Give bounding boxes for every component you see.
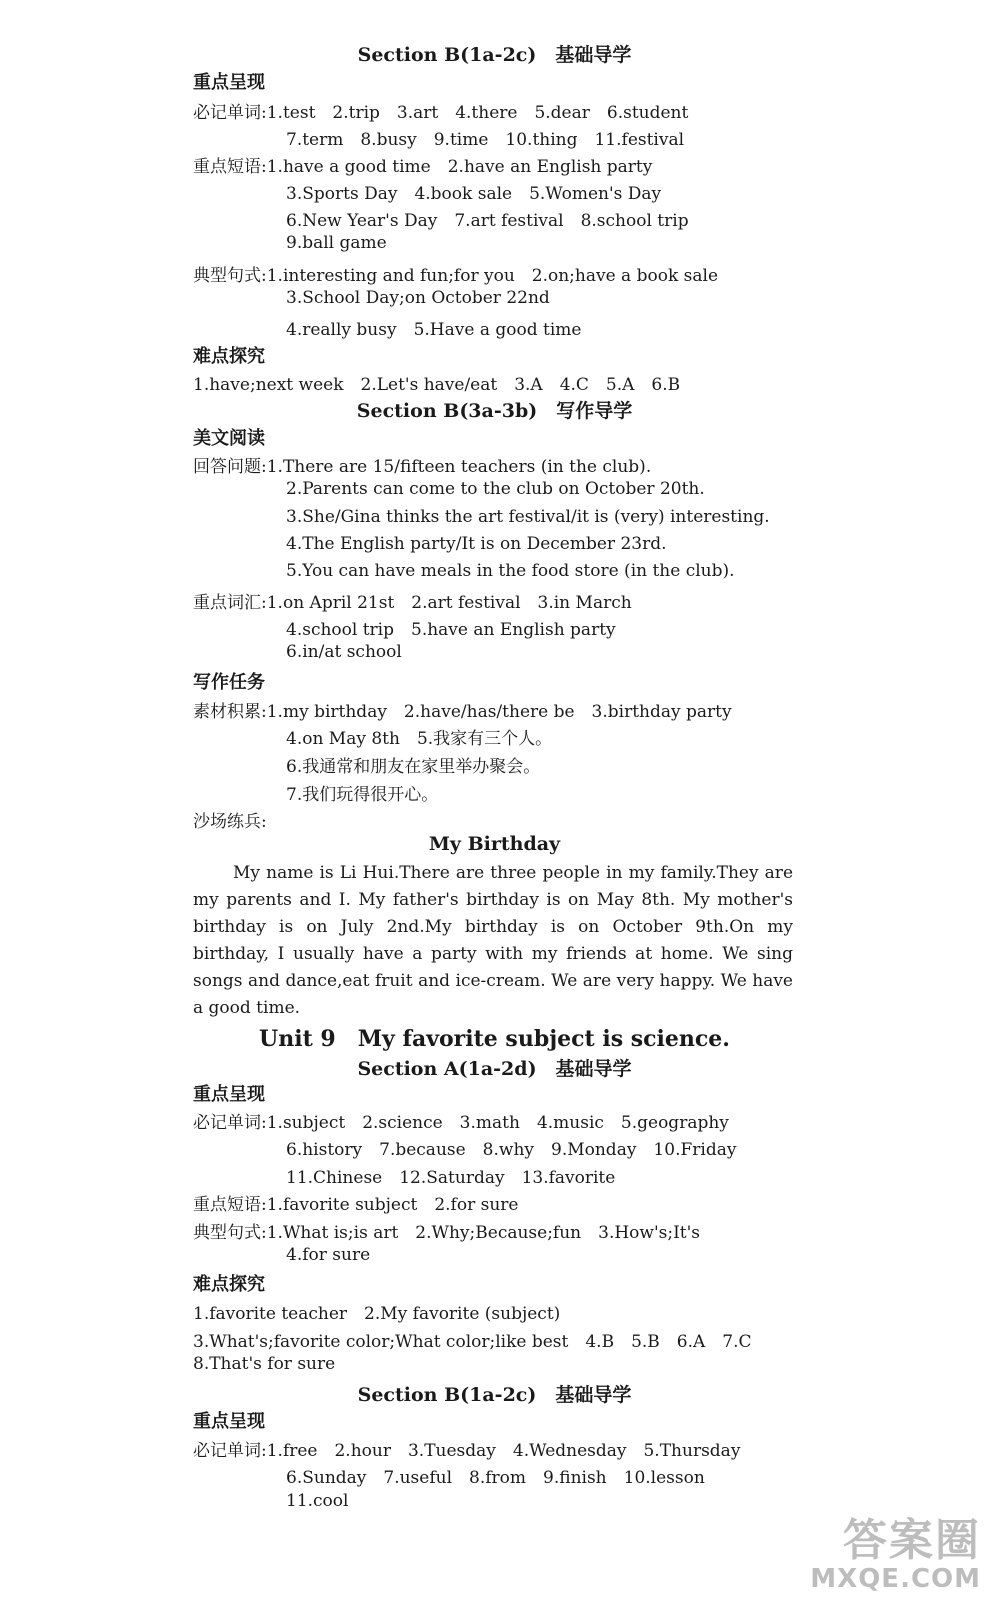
watermark-url: MXQE.COM xyxy=(810,1564,981,1594)
answer-line: 8.That's for sure xyxy=(193,1354,336,1374)
answer-line: 6.New Year's Day 7.art festival 8.school trip xyxy=(286,211,689,231)
subsection-heading: 重点呈现 xyxy=(193,72,265,93)
answer-line: 5.You can have meals in the food store (in the club). xyxy=(286,561,735,581)
essay-title: My Birthday xyxy=(428,833,561,855)
subsection-heading: 难点探究 xyxy=(193,1274,265,1295)
essay-paragraph: My name is Li Hui.There are three people in my family.They are my parents and I. My father's birthday is on May 8th. My mother's birthday is on July 2nd.My birthday is on October 9th.On my birthday, I usually have a party with my friends at home. We sing songs and dance,eat fruit and ice-cream. We are very happy. We have a good time. xyxy=(193,863,793,1018)
answer-text: 1.my birthday 2.have/has/there be 3.birthday party xyxy=(266,702,732,722)
line-label: 重点短语: xyxy=(193,1195,267,1215)
answer-line: 4.really busy 5.Have a good time xyxy=(286,320,582,340)
answer-text: 1.subject 2.science 3.math 4.music 5.geography xyxy=(266,1113,729,1133)
line-label: 重点词汇: xyxy=(193,593,267,613)
answer-line: 4.for sure xyxy=(286,1245,371,1265)
line-label: 典型句式: xyxy=(193,266,267,286)
answer-line: 6.in/at school xyxy=(286,642,402,662)
section-heading: Section B(1a-2c) 基础导学 xyxy=(357,1384,632,1406)
answer-line: 6.我通常和朋友在家里举办聚会。 xyxy=(286,757,541,777)
answer-line: 7.term 8.busy 9.time 10.thing 11.festival xyxy=(286,130,685,150)
answer-text: 1.have a good time 2.have an English party xyxy=(266,157,653,177)
line-label: 素材积累: xyxy=(193,702,267,722)
line-label: 必记单词: xyxy=(193,1441,267,1461)
answer-line xyxy=(193,261,718,286)
answer-line xyxy=(193,452,651,477)
answer-line: 2.Parents can come to the club on October 20th. xyxy=(286,479,705,499)
answer-line xyxy=(193,1218,700,1243)
answer-line: 3.School Day;on October 22nd xyxy=(286,288,550,308)
answer-line: 7.我们玩得很开心。 xyxy=(286,785,439,805)
answer-line: 1.have;next week 2.Let's have/eat 3.A 4.C 5.A 6.B xyxy=(193,375,681,395)
section-heading: Section B(1a-2c) 基础导学 xyxy=(357,44,632,66)
answer-line xyxy=(193,697,732,722)
line-label: 必记单词: xyxy=(193,1113,267,1133)
answer-text: 1.interesting and fun;for you 2.on;have a book sale xyxy=(266,266,719,286)
unit-title: Unit 9 My favorite subject is science. xyxy=(259,1026,730,1052)
answer-line xyxy=(193,1436,740,1461)
subsection-heading: 重点呈现 xyxy=(193,1411,265,1432)
answer-line: 3.Sports Day 4.book sale 5.Women's Day xyxy=(286,184,662,204)
answer-line xyxy=(193,1108,729,1133)
line-label: 回答问题: xyxy=(193,457,267,477)
answer-text: 1.test 2.trip 3.art 4.there 5.dear 6.student xyxy=(266,103,689,123)
answer-line: 1.favorite teacher 2.My favorite (subject) xyxy=(193,1304,561,1324)
answer-line xyxy=(193,152,652,177)
answer-text: 1.on April 21st 2.art festival 3.in March xyxy=(266,593,632,613)
answer-text: 1.favorite subject 2.for sure xyxy=(266,1195,519,1215)
answer-line: 6.history 7.because 8.why 9.Monday 10.Friday xyxy=(286,1140,737,1160)
answer-text: 1.What is;is art 2.Why;Because;fun 3.How's;It's xyxy=(266,1223,701,1243)
answer-line xyxy=(193,588,632,613)
line-label: 必记单词: xyxy=(193,103,267,123)
watermark-cn: 答案圈 xyxy=(843,1515,981,1566)
line-label: 沙场练兵: xyxy=(193,812,267,832)
answer-line: 4.The English party/It is on December 23rd. xyxy=(286,534,667,554)
watermark-logo xyxy=(810,1515,981,1594)
subsection-heading: 写作任务 xyxy=(193,672,265,693)
answer-line: 3.She/Gina thinks the art festival/it is (very) interesting. xyxy=(286,507,770,527)
answer-line xyxy=(193,98,688,123)
line-label: 重点短语: xyxy=(193,157,267,177)
line-label: 典型句式: xyxy=(193,1223,267,1243)
section-heading: Section A(1a-2d) 基础导学 xyxy=(357,1058,632,1080)
answer-text: 1.free 2.hour 3.Tuesday 4.Wednesday 5.Thursday xyxy=(266,1441,741,1461)
answer-line xyxy=(193,1190,518,1215)
subsection-heading: 重点呈现 xyxy=(193,1084,265,1105)
answer-line: 4.on May 8th 5.我家有三个人。 xyxy=(286,729,553,749)
answer-line: 6.Sunday 7.useful 8.from 9.finish 10.lesson xyxy=(286,1468,705,1488)
answer-line: 4.school trip 5.have an English party xyxy=(286,620,616,640)
answer-line: 11.Chinese 12.Saturday 13.favorite xyxy=(286,1168,616,1188)
section-heading: Section B(3a-3b) 写作导学 xyxy=(356,400,633,422)
answer-line: 3.What's;favorite color;What color;like best 4.B 5.B 6.A 7.C xyxy=(193,1332,752,1352)
answer-line: 11.cool xyxy=(286,1491,349,1511)
answer-text: 1.There are 15/fifteen teachers (in the club). xyxy=(266,457,652,477)
subsection-heading: 难点探究 xyxy=(193,346,265,367)
subsection-heading: 美文阅读 xyxy=(193,428,265,449)
answer-line: 9.ball game xyxy=(286,233,387,253)
